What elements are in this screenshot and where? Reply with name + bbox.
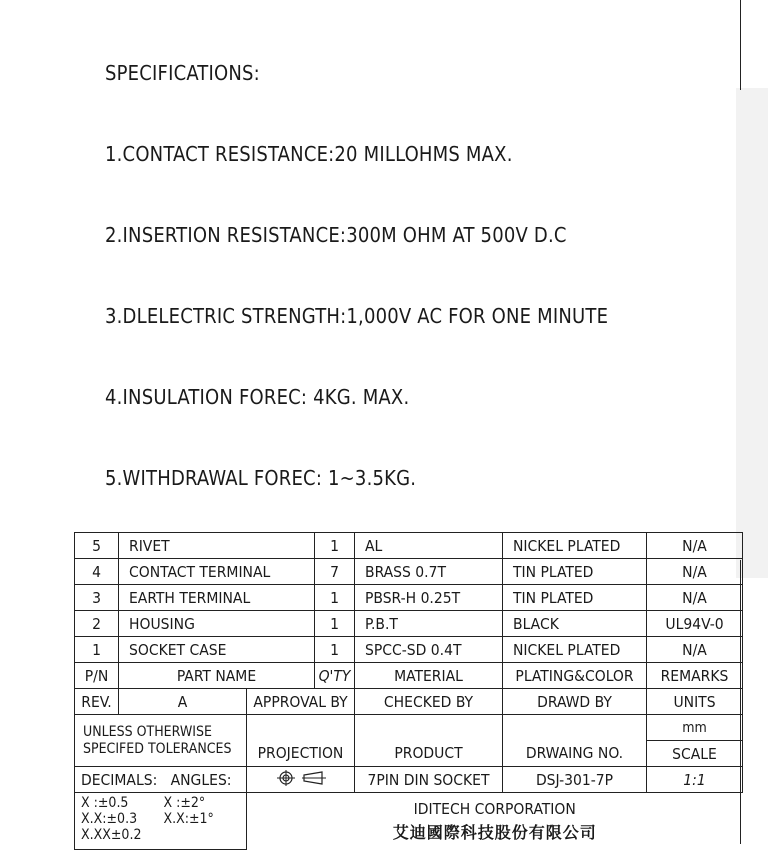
- pn-cell: 4: [75, 559, 119, 585]
- drawn-label: DRAWD BY: [503, 689, 647, 715]
- material-cell: P.B.T: [355, 611, 503, 637]
- first-angle-cone-icon: [302, 770, 326, 786]
- pn-cell: 5: [75, 533, 119, 559]
- material-cell: BRASS 0.7T: [355, 559, 503, 585]
- scrollbar-track[interactable]: [736, 88, 768, 578]
- material-cell: SPCC-SD 0.4T: [355, 637, 503, 663]
- tol-xx: X.X:±0.3: [81, 811, 138, 827]
- angles-label: ANGLES:: [170, 770, 232, 789]
- qty-cell: 1: [315, 611, 355, 637]
- revision-row: [75, 689, 743, 715]
- pn-cell: 1: [75, 637, 119, 663]
- qty-cell: 1: [315, 637, 355, 663]
- spec-item: 4.INSULATION FOREC: 4KG. MAX.: [105, 385, 410, 409]
- title-block-row: [75, 767, 743, 793]
- table-row: [75, 533, 743, 559]
- company-name-en: IDITECH CORPORATION: [413, 800, 576, 819]
- remarks-cell: UL94V-0: [647, 611, 743, 637]
- plating-header: PLATING&COLOR: [503, 663, 647, 689]
- tol-xxx: X.XX±0.2: [81, 827, 142, 843]
- company-block: [247, 793, 743, 850]
- company-name-cn: 艾迪國際科技股份有限公司: [392, 823, 597, 843]
- table-row: [75, 611, 743, 637]
- qty-cell: 1: [315, 585, 355, 611]
- material-header: MATERIAL: [355, 663, 503, 689]
- spec-item: 2.INSERTION RESISTANCE:300M OHM AT 500V D.C: [105, 223, 567, 247]
- rev-value: A: [119, 689, 247, 715]
- part-name-cell: RIVET: [119, 533, 247, 559]
- remarks-cell: N/A: [647, 559, 743, 585]
- table-row: [75, 585, 743, 611]
- part-name-cell: HOUSING: [119, 611, 315, 637]
- plating-cell: TIN PLATED: [503, 559, 647, 585]
- drawing-no-value: DSJ-301-7P: [503, 767, 647, 793]
- tolerances-label: [75, 715, 247, 767]
- pn-header: P/N: [75, 663, 119, 689]
- pn-cell: 2: [75, 611, 119, 637]
- part-name-cell: CONTACT TERMINAL: [119, 559, 315, 585]
- ang-xx: X.X:±1°: [163, 811, 214, 827]
- units-value: mm: [647, 715, 743, 741]
- specifications-heading: SPECIFICATIONS:: [105, 61, 260, 85]
- title-block-row: [75, 715, 743, 741]
- part-name-header: PART NAME: [119, 663, 315, 689]
- remarks-cell: N/A: [647, 533, 743, 559]
- tolerance-values: [75, 793, 247, 850]
- product-value: 7PIN DIN SOCKET: [355, 767, 503, 793]
- remarks-cell: N/A: [647, 637, 743, 663]
- spec-item: 5.WITHDRAWAL FOREC: 1~3.5KG.: [105, 466, 417, 490]
- remarks-header: REMARKS: [647, 663, 743, 689]
- material-cell: PBSR-H 0.25T: [355, 585, 503, 611]
- bill-of-materials-table: [74, 532, 743, 850]
- plating-cell: NICKEL PLATED: [503, 637, 647, 663]
- part-name-cell: SOCKET CASE: [119, 637, 315, 663]
- pn-cell: 3: [75, 585, 119, 611]
- plating-cell: BLACK: [503, 611, 647, 637]
- border-line: [740, 0, 741, 90]
- projection-label: PROJECTION: [247, 741, 355, 767]
- tol-x: X :±0.5: [81, 795, 129, 811]
- remarks-cell: N/A: [647, 585, 743, 611]
- first-angle-circle-icon: [276, 770, 296, 786]
- plating-cell: NICKEL PLATED: [503, 533, 647, 559]
- decimals-label: DECIMALS:: [81, 770, 158, 789]
- checked-label: CHECKED BY: [355, 689, 503, 715]
- approval-label: APPROVAL BY: [247, 689, 355, 715]
- projection-symbol: [247, 767, 355, 793]
- spec-item: 1.CONTACT RESISTANCE:20 MILLOHMS MAX.: [105, 142, 513, 166]
- title-block-row: [75, 793, 743, 850]
- plating-cell: TIN PLATED: [503, 585, 647, 611]
- scale-value: 1:1: [647, 767, 743, 793]
- units-label: UNITS: [647, 689, 743, 715]
- ang-x: X :±2°: [163, 795, 206, 811]
- qty-header: Q'TY: [315, 663, 355, 689]
- specifications-block: [105, 6, 608, 519]
- table-row: [75, 559, 743, 585]
- drawing-no-label: DRWAING NO.: [503, 741, 647, 767]
- decimals-angles-cell: [75, 767, 247, 793]
- part-name-cell: EARTH TERMINAL: [119, 585, 315, 611]
- scale-label: SCALE: [647, 741, 743, 767]
- qty-cell: 1: [315, 533, 355, 559]
- qty-cell: 7: [315, 559, 355, 585]
- rev-label: REV.: [75, 689, 119, 715]
- table-header-row: [75, 663, 743, 689]
- tolerances-label-line: UNLESS OTHERWISE: [83, 723, 212, 740]
- table-row: [75, 637, 743, 663]
- tolerances-label-line: SPECIFED TOLERANCES: [83, 740, 232, 757]
- product-label: PRODUCT: [355, 741, 503, 767]
- material-cell: AL: [355, 533, 503, 559]
- spec-item: 3.DLELECTRIC STRENGTH:1,000V AC FOR ONE MINUTE: [105, 304, 609, 328]
